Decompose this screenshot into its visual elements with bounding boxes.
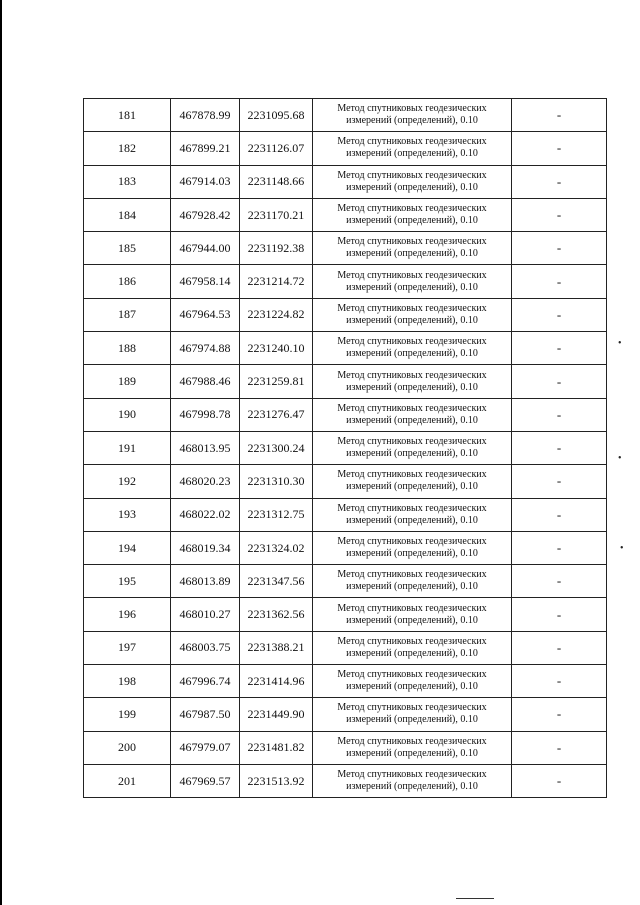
x-coordinate-cell: 468003.75: [171, 631, 240, 664]
point-number-cell: 189: [84, 365, 171, 398]
method-text-line: измерений (определений), 0.10: [346, 481, 478, 493]
method-cell: [313, 265, 512, 298]
scan-line: [456, 898, 494, 899]
description-cell: -: [512, 365, 607, 398]
method-cell: [313, 132, 512, 165]
description-cell: -: [512, 398, 607, 431]
method-text-line: измерений (определений), 0.10: [346, 681, 478, 693]
y-coordinate-cell: 2231126.07: [240, 132, 313, 165]
y-coordinate-cell: 2231259.81: [240, 365, 313, 398]
x-coordinate-cell: 467878.99: [171, 99, 240, 132]
x-coordinate-cell: 468022.02: [171, 498, 240, 531]
method-text-line: измерений (определений), 0.10: [346, 781, 478, 793]
table-row: [84, 698, 607, 731]
table-row: [84, 298, 607, 331]
x-coordinate-cell: 467958.14: [171, 265, 240, 298]
x-coordinate-cell: 467899.21: [171, 132, 240, 165]
method-text-line: измерений (определений), 0.10: [346, 215, 478, 227]
method-text-line: измерений (определений), 0.10: [346, 181, 478, 193]
x-coordinate-cell: 467979.07: [171, 731, 240, 764]
y-coordinate-cell: 2231414.96: [240, 665, 313, 698]
description-cell: -: [512, 465, 607, 498]
method-text-line: Метод спутниковых геодезических: [337, 302, 487, 314]
description-cell: -: [512, 498, 607, 531]
x-coordinate-cell: 468020.23: [171, 465, 240, 498]
method-text-line: Метод спутниковых геодезических: [337, 136, 487, 148]
point-number-cell: 198: [84, 665, 171, 698]
point-number-cell: 199: [84, 698, 171, 731]
y-coordinate-cell: 2231192.38: [240, 232, 313, 265]
description-cell: -: [512, 431, 607, 464]
description-cell: -: [512, 731, 607, 764]
method-text-line: Метод спутниковых геодезических: [337, 769, 487, 781]
table-row: [84, 531, 607, 564]
y-coordinate-cell: 2231300.24: [240, 431, 313, 464]
method-text-line: Метод спутниковых геодезических: [337, 702, 487, 714]
description-cell: -: [512, 132, 607, 165]
table-row: [84, 498, 607, 531]
table-row: [84, 365, 607, 398]
point-number-cell: 200: [84, 731, 171, 764]
method-text-line: измерений (определений), 0.10: [346, 448, 478, 460]
method-cell: [313, 165, 512, 198]
method-text-line: измерений (определений), 0.10: [346, 548, 478, 559]
method-text-line: Метод спутниковых геодезических: [337, 635, 487, 647]
y-coordinate-cell: 2231095.68: [240, 99, 313, 132]
table-row: [84, 665, 607, 698]
table-row: [84, 631, 607, 664]
y-coordinate-cell: 2231449.90: [240, 698, 313, 731]
method-text-line: Метод спутниковых геодезических: [337, 569, 487, 581]
method-cell: [313, 731, 512, 764]
method-cell: [313, 431, 512, 464]
x-coordinate-cell: 467996.74: [171, 665, 240, 698]
description-cell: -: [512, 99, 607, 132]
method-text-line: Метод спутниковых геодезических: [337, 402, 487, 414]
method-cell: [313, 332, 512, 365]
method-text-line: измерений (определений), 0.10: [346, 115, 478, 127]
method-text-line: измерений (определений), 0.10: [346, 248, 478, 260]
method-text-line: измерений (определений), 0.10: [346, 747, 478, 759]
method-text-line: Метод спутниковых геодезических: [337, 203, 487, 215]
method-text-line: измерений (определений), 0.10: [346, 314, 478, 326]
x-coordinate-cell: 468013.95: [171, 431, 240, 464]
point-number-cell: 185: [84, 232, 171, 265]
description-cell: -: [512, 232, 607, 265]
point-number-cell: 193: [84, 498, 171, 531]
method-text-line: Метод спутниковых геодезических: [337, 369, 487, 381]
x-coordinate-cell: 467987.50: [171, 698, 240, 731]
x-coordinate-cell: 467944.00: [171, 232, 240, 265]
y-coordinate-cell: 2231312.75: [240, 498, 313, 531]
method-cell: [313, 565, 512, 598]
method-text-line: Метод спутниковых геодезических: [337, 602, 487, 614]
table-row: [84, 398, 607, 431]
method-cell: [313, 631, 512, 664]
method-cell: [313, 698, 512, 731]
method-cell: [313, 298, 512, 331]
table-row: [84, 232, 607, 265]
table-row: [84, 431, 607, 464]
y-coordinate-cell: 2231362.56: [240, 598, 313, 631]
point-number-cell: 197: [84, 631, 171, 664]
method-cell: [313, 465, 512, 498]
description-cell: -: [512, 565, 607, 598]
method-text-line: измерений (определений), 0.10: [346, 514, 478, 526]
method-cell: [313, 232, 512, 265]
y-coordinate-cell: 2231481.82: [240, 731, 313, 764]
point-number-cell: 194: [84, 531, 171, 564]
coordinates-table-container: [83, 98, 601, 798]
scan-mark: •: [618, 453, 622, 464]
description-cell: -: [512, 531, 607, 564]
table-row: [84, 764, 607, 797]
description-cell: -: [512, 332, 607, 365]
method-text-line: Метод спутниковых геодезических: [337, 236, 487, 248]
x-coordinate-cell: 468010.27: [171, 598, 240, 631]
y-coordinate-cell: 2231170.21: [240, 198, 313, 231]
table-row: [84, 132, 607, 165]
method-cell: [313, 498, 512, 531]
method-text-line: измерений (определений), 0.10: [346, 581, 478, 593]
method-cell: [313, 198, 512, 231]
x-coordinate-cell: 467928.42: [171, 198, 240, 231]
method-text-line: Метод спутниковых геодезических: [337, 169, 487, 181]
table-row: [84, 731, 607, 764]
method-text-line: Метод спутниковых геодезических: [337, 436, 487, 448]
method-cell: [313, 665, 512, 698]
description-cell: -: [512, 198, 607, 231]
x-coordinate-cell: 468019.34: [171, 531, 240, 564]
method-text-line: Метод спутниковых геодезических: [337, 336, 487, 348]
point-number-cell: 201: [84, 764, 171, 797]
y-coordinate-cell: 2231310.30: [240, 465, 313, 498]
point-number-cell: 191: [84, 431, 171, 464]
method-cell: [313, 764, 512, 797]
point-number-cell: 195: [84, 565, 171, 598]
table-row: [84, 598, 607, 631]
y-coordinate-cell: 2231388.21: [240, 631, 313, 664]
x-coordinate-cell: 467914.03: [171, 165, 240, 198]
method-text-line: измерений (определений), 0.10: [346, 714, 478, 726]
method-text-line: измерений (определений), 0.10: [346, 647, 478, 659]
method-cell: [313, 398, 512, 431]
method-cell: [313, 99, 512, 132]
x-coordinate-cell: 467969.57: [171, 764, 240, 797]
coordinates-table: [83, 98, 607, 798]
table-row: [84, 465, 607, 498]
page-left-edge: [0, 0, 2, 905]
method-text-line: Метод спутниковых геодезических: [337, 536, 487, 547]
point-number-cell: 187: [84, 298, 171, 331]
description-cell: -: [512, 631, 607, 664]
x-coordinate-cell: 468013.89: [171, 565, 240, 598]
method-cell: [313, 365, 512, 398]
method-text-line: Метод спутниковых геодезических: [337, 735, 487, 747]
x-coordinate-cell: 467998.78: [171, 398, 240, 431]
method-text-line: Метод спутниковых геодезических: [337, 502, 487, 514]
point-number-cell: 183: [84, 165, 171, 198]
point-number-cell: 182: [84, 132, 171, 165]
description-cell: -: [512, 764, 607, 797]
point-number-cell: 188: [84, 332, 171, 365]
method-text-line: измерений (определений), 0.10: [346, 381, 478, 393]
method-cell: [313, 531, 512, 564]
x-coordinate-cell: 467964.53: [171, 298, 240, 331]
table-row: [84, 99, 607, 132]
method-text-line: Метод спутниковых геодезических: [337, 103, 487, 115]
table-row: [84, 265, 607, 298]
y-coordinate-cell: 2231347.56: [240, 565, 313, 598]
y-coordinate-cell: 2231224.82: [240, 298, 313, 331]
table-row: [84, 165, 607, 198]
scan-mark: •: [620, 543, 624, 554]
description-cell: -: [512, 298, 607, 331]
table-row: [84, 332, 607, 365]
method-text-line: измерений (определений), 0.10: [346, 148, 478, 160]
method-text-line: измерений (определений), 0.10: [346, 414, 478, 426]
table-row: [84, 565, 607, 598]
x-coordinate-cell: 467988.46: [171, 365, 240, 398]
method-text-line: Метод спутниковых геодезических: [337, 269, 487, 281]
y-coordinate-cell: 2231276.47: [240, 398, 313, 431]
y-coordinate-cell: 2231324.02: [240, 531, 313, 564]
description-cell: -: [512, 265, 607, 298]
method-text-line: измерений (определений), 0.10: [346, 281, 478, 293]
point-number-cell: 190: [84, 398, 171, 431]
y-coordinate-cell: 2231214.72: [240, 265, 313, 298]
method-text-line: измерений (определений), 0.10: [346, 348, 478, 360]
point-number-cell: 196: [84, 598, 171, 631]
y-coordinate-cell: 2231513.92: [240, 764, 313, 797]
method-text-line: Метод спутниковых геодезических: [337, 669, 487, 681]
point-number-cell: 192: [84, 465, 171, 498]
method-cell: [313, 598, 512, 631]
y-coordinate-cell: 2231240.10: [240, 332, 313, 365]
x-coordinate-cell: 467974.88: [171, 332, 240, 365]
method-text-line: Метод спутниковых геодезических: [337, 469, 487, 481]
description-cell: -: [512, 665, 607, 698]
point-number-cell: 186: [84, 265, 171, 298]
coordinates-table-body: [84, 99, 607, 798]
y-coordinate-cell: 2231148.66: [240, 165, 313, 198]
scan-mark: •: [618, 338, 622, 349]
table-row: [84, 198, 607, 231]
description-cell: -: [512, 165, 607, 198]
method-text-line: измерений (определений), 0.10: [346, 614, 478, 626]
point-number-cell: 184: [84, 198, 171, 231]
description-cell: -: [512, 698, 607, 731]
description-cell: -: [512, 598, 607, 631]
point-number-cell: 181: [84, 99, 171, 132]
